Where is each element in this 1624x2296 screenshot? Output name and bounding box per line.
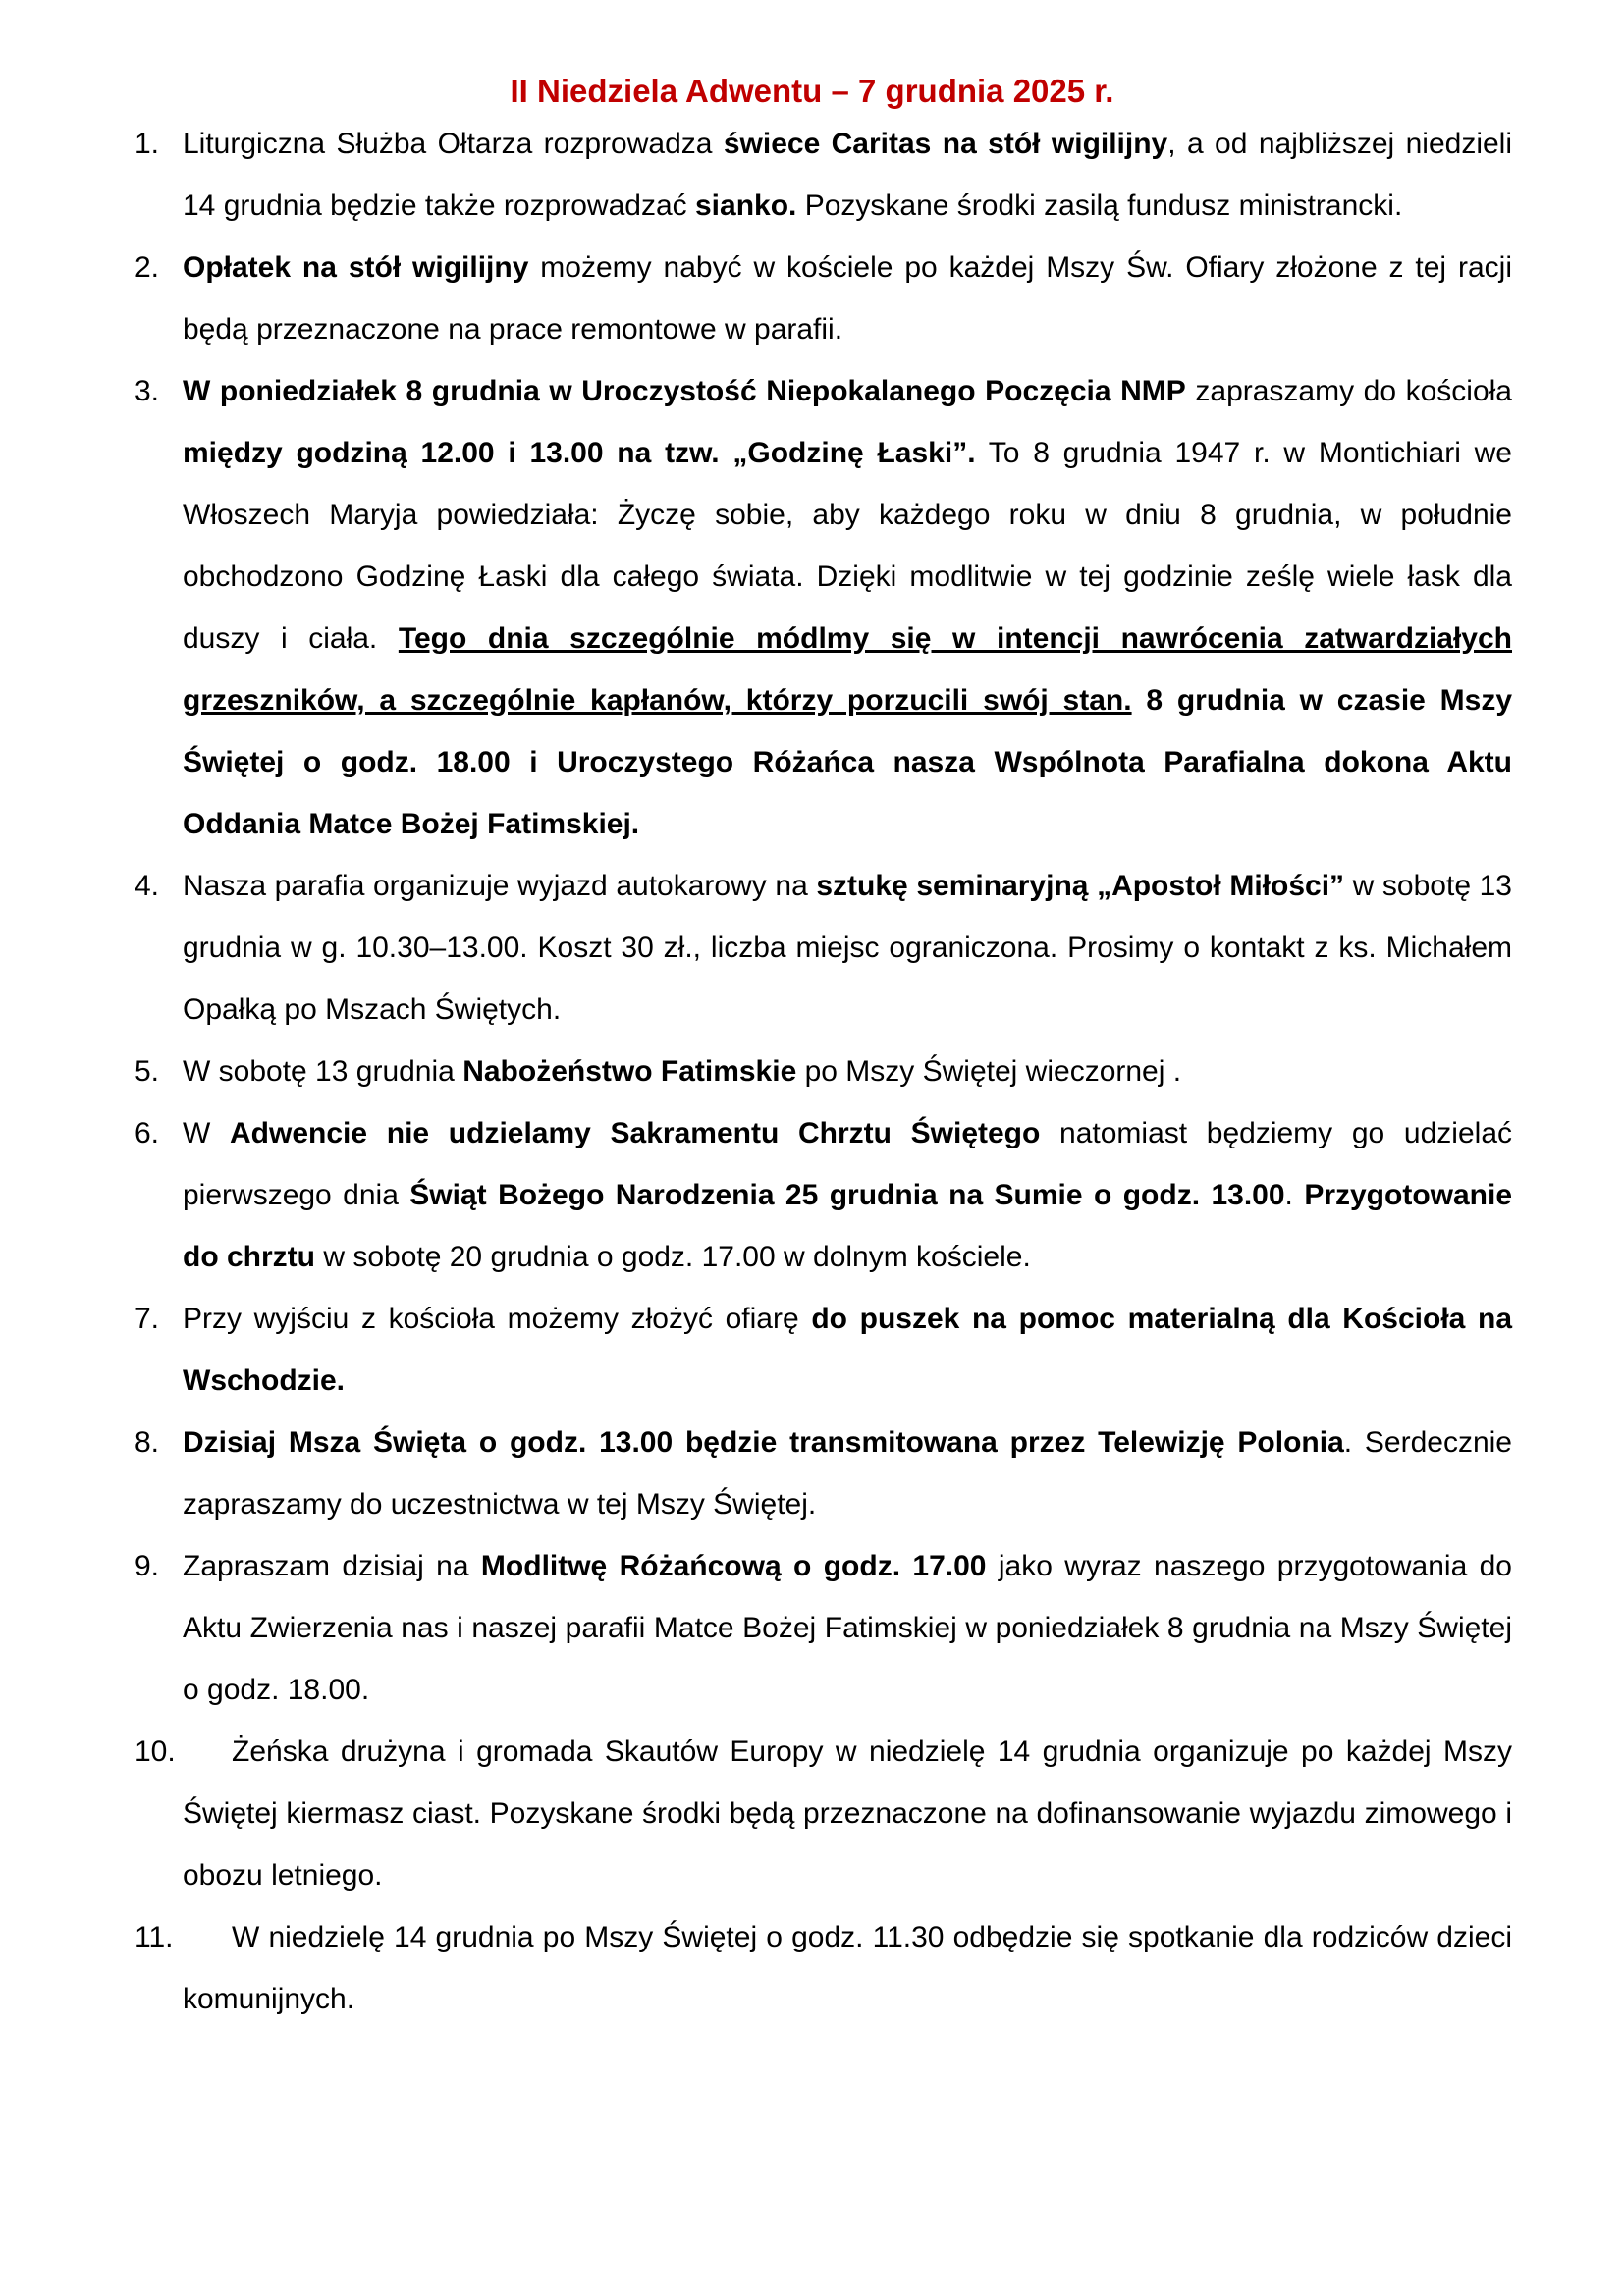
list-item — [135, 1041, 1512, 1102]
text-run: To 8 grudnia 1947 r. w Montichiari we Włoszech Maryja powiedziała: Życzę sobie, aby każdego roku w dniu 8 grudnia, w południe obchodzono Godzinę Łaski dla całego świata. Dzięki modlitwie w tej godzinie ześlę wiele łask dla duszy i ciała. — [183, 437, 1512, 655]
text-run: sztukę seminaryjną „Apostoł Miłości” — [816, 870, 1345, 902]
item-number: 3. — [135, 375, 160, 407]
text-run: 8 grudnia w czasie Mszy Świętej o godz. 18.00 i Uroczystego Różańca nasza Wspólnota Parafialna dokona Aktu Oddania Matce Bożej Fatimskiej. — [183, 684, 1513, 840]
announcement-list — [135, 113, 1512, 2030]
text-run: Adwencie nie udzielamy Sakramentu Chrztu Świętego — [230, 1117, 1041, 1149]
list-item — [135, 360, 1512, 855]
item-number: 8. — [135, 1426, 160, 1459]
text-run: . — [1284, 1179, 1305, 1211]
text-run: Świąt Bożego Narodzenia 25 grudnia na Sumie o godz. 13.00 — [409, 1179, 1285, 1211]
text-run: Dzisiaj Msza Święta o godz. 13.00 będzie transmitowana przez Telewizję Polonia — [183, 1426, 1344, 1459]
text-run: po Mszy Świętej wieczornej . — [796, 1055, 1182, 1088]
text-run: Żeńska drużyna i gromada Skautów Europy w niedzielę 14 grudnia organizuje po każdej Mszy Świętej kiermasz ciast. Pozyskane środki będą przeznaczone na dofinansowanie wyjazdu zimowego i obozu letniego. — [183, 1735, 1512, 1892]
text-run: Nasza parafia organizuje wyjazd autokarowy na — [183, 870, 817, 902]
text-run: W — [183, 1117, 231, 1149]
text-run: Nabożeństwo Fatimskie — [462, 1055, 797, 1088]
list-item — [135, 1535, 1512, 1721]
item-number: 7. — [135, 1303, 160, 1335]
item-number: 9. — [135, 1550, 160, 1582]
text-run: Przy wyjściu z kościoła możemy złożyć ofiarę — [183, 1303, 812, 1335]
list-item — [135, 1721, 1512, 1906]
item-number: 11. — [135, 1921, 174, 1953]
text-run: natomiast będziemy go udzielać pierwszego dnia — [183, 1117, 1512, 1211]
text-run: W poniedziałek 8 grudnia w Uroczystość Niepokalanego Poczęcia NMP — [183, 375, 1186, 407]
list-item — [135, 1102, 1512, 1288]
text-run: sianko. — [694, 189, 797, 222]
text-run: do puszek na pomoc materialną dla Kościoła na Wschodzie. — [183, 1303, 1513, 1397]
text-run: Opłatek na stół wigilijny — [183, 251, 529, 284]
list-item — [135, 237, 1512, 360]
text-run: W niedzielę 14 grudnia po Mszy Świętej o godz. 11.30 odbędzie się spotkanie dla rodziców dzieci komunijnych. — [183, 1921, 1512, 2015]
text-run: między godziną 12.00 i 13.00 na tzw. „Godzinę Łaski”. — [183, 437, 976, 469]
text-run: Liturgiczna Służba Ołtarza rozprowadza — [183, 128, 724, 160]
list-item — [135, 1288, 1512, 1412]
text-run: świece Caritas na stół wigilijny — [723, 128, 1168, 160]
text-run: Modlitwę Różańcową o godz. 17.00 — [480, 1550, 987, 1582]
page-title: II Niedziela Adwentu – 7 grudnia 2025 r. — [510, 73, 1114, 109]
text-run: Zapraszam dzisiaj na — [183, 1550, 481, 1582]
item-number: 5. — [135, 1055, 160, 1088]
item-number: 2. — [135, 251, 160, 284]
text-run: w sobotę 20 grudnia o godz. 17.00 w dolnym kościele. — [315, 1241, 1031, 1273]
item-number: 1. — [135, 128, 160, 160]
item-number: 4. — [135, 870, 160, 902]
text-run: Pozyskane środki zasilą fundusz ministrancki. — [796, 189, 1403, 222]
text-run: . Serdecznie zapraszamy do uczestnictwa w tej Mszy Świętej. — [183, 1426, 1512, 1521]
text-run: Tego dnia szczególnie módlmy się w intencji nawrócenia zatwardziałych grzeszników, a szczególnie kapłanów, którzy porzucili swój stan. — [183, 622, 1512, 717]
list-item — [135, 1412, 1512, 1535]
text-run: jako wyraz naszego przygotowania do Aktu Zwierzenia nas i naszej parafii Matce Bożej Fatimskiej w poniedziałek 8 grudnia na Mszy Świętej o godz. 18.00. — [183, 1550, 1512, 1706]
list-item — [135, 855, 1512, 1041]
text-run: Przygotowanie do chrztu — [183, 1179, 1513, 1273]
text-run: zapraszamy do kościoła — [1185, 375, 1512, 407]
text-run: W sobotę 13 grudnia — [183, 1055, 463, 1088]
text-run: w sobotę 13 grudnia w g. 10.30–13.00. Koszt 30 zł., liczba miejsc ograniczona. Prosimy o kontakt z ks. Michałem Opałką po Mszach Świętych. — [183, 870, 1512, 1026]
item-number: 10. — [135, 1735, 176, 1768]
text-run: , a od najbliższej niedzieli 14 grudnia będzie także rozprowadzać — [183, 128, 1513, 222]
text-run: możemy nabyć w kościele po każdej Mszy Św. Ofiary złożone z tej racji będą przeznaczone na prace remontowe w parafii. — [183, 251, 1512, 346]
list-item — [135, 113, 1512, 237]
list-item — [135, 1906, 1512, 2030]
item-number: 6. — [135, 1117, 160, 1149]
